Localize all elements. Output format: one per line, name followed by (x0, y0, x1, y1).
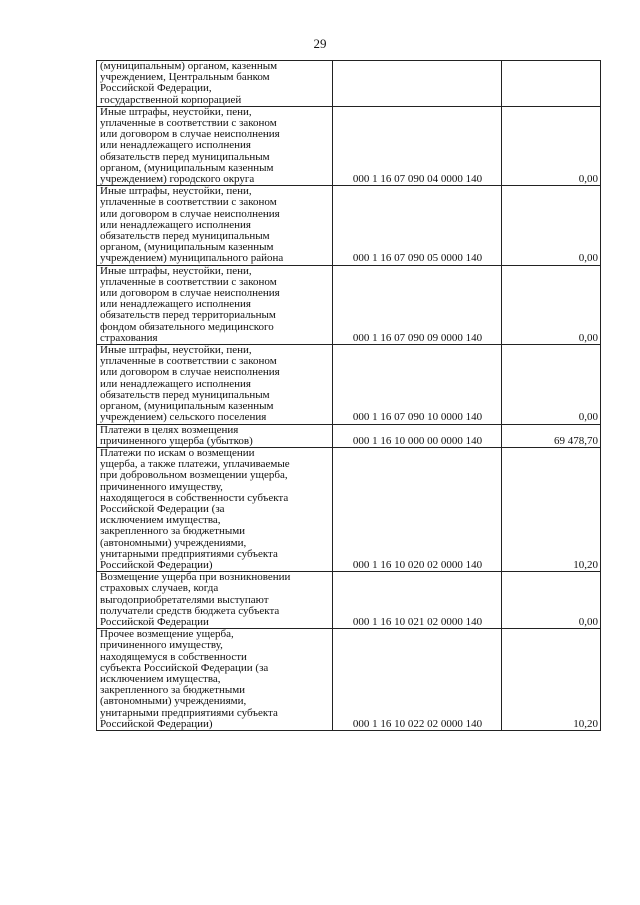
table-row (97, 106, 601, 185)
row-amount: 0,00 (502, 106, 601, 185)
table-row (97, 424, 601, 447)
row-budget-code: 000 1 16 10 000 00 0000 140 (333, 424, 502, 447)
row-budget-code: 000 1 16 07 090 05 0000 140 (333, 186, 502, 265)
row-description: Иные штрафы, неустойки, пени, уплаченные в соответствии с законом или договором в случае неисполнения или ненадлежащего исполнения обязательств перед муниципальным органом, (муниципальным казенным учреждением) сельского поселения (97, 345, 333, 424)
row-amount: 0,00 (502, 345, 601, 424)
row-description: (муниципальным) органом, казенным учреждением, Центральным банком Российской Федерации, государственной корпорацией (97, 61, 333, 107)
row-description: Прочее возмещение ущерба, причиненного имуществу, находящемуся в собственности субъекта Российской Федерации (за исключением имущества, закрепленного за бюджетными (автономными) учреждениями, унитарными предприятиями субъекта Российской Федерации) (97, 629, 333, 731)
table-row (97, 572, 601, 629)
table-row (97, 447, 601, 571)
table-row (97, 186, 601, 265)
row-budget-code: 000 1 16 07 090 10 0000 140 (333, 345, 502, 424)
row-description: Иные штрафы, неустойки, пени, уплаченные в соответствии с законом или договором в случае неисполнения или ненадлежащего исполнения обязательств перед территориальным фондом обязательного медицинского страхования (97, 265, 333, 344)
table-row (97, 345, 601, 424)
row-budget-code (333, 61, 502, 107)
row-amount: 69 478,70 (502, 424, 601, 447)
table-row (97, 61, 601, 107)
row-description: Возмещение ущерба при возникновении страховых случаев, когда выгодоприобретателями выступают получатели средств бюджета субъекта Российской Федерации (97, 572, 333, 629)
row-description: Иные штрафы, неустойки, пени, уплаченные в соответствии с законом или договором в случае неисполнения или ненадлежащего исполнения обязательств перед муниципальным органом, (муниципальным казенным учреждением) муниципального района (97, 186, 333, 265)
row-budget-code: 000 1 16 10 022 02 0000 140 (333, 629, 502, 731)
row-amount: 10,20 (502, 447, 601, 571)
row-amount: 0,00 (502, 186, 601, 265)
row-amount: 0,00 (502, 572, 601, 629)
table-row (97, 629, 601, 731)
row-description: Платежи в целях возмещения причиненного ущерба (убытков) (97, 424, 333, 447)
row-description: Платежи по искам о возмещении ущерба, а также платежи, уплачиваемые при добровольном возмещении ущерба, причиненного имуществу, находящегося в собственности субъекта Российской Федерации (за исключением имущества, закрепленного за бюджетными (автономными) учреждениями, унитарными предприятиями субъекта Российской Федерации) (97, 447, 333, 571)
row-budget-code: 000 1 16 10 021 02 0000 140 (333, 572, 502, 629)
row-budget-code: 000 1 16 07 090 04 0000 140 (333, 106, 502, 185)
row-amount (502, 61, 601, 107)
budget-revenue-table (96, 60, 601, 731)
row-amount: 0,00 (502, 265, 601, 344)
table-row (97, 265, 601, 344)
row-budget-code: 000 1 16 10 020 02 0000 140 (333, 447, 502, 571)
row-description: Иные штрафы, неустойки, пени, уплаченные в соответствии с законом или договором в случае неисполнения или ненадлежащего исполнения обязательств перед муниципальным органом, (муниципальным казенным учреждением) городского округа (97, 106, 333, 185)
row-budget-code: 000 1 16 07 090 09 0000 140 (333, 265, 502, 344)
row-amount: 10,20 (502, 629, 601, 731)
page-number: 29 (313, 36, 327, 51)
